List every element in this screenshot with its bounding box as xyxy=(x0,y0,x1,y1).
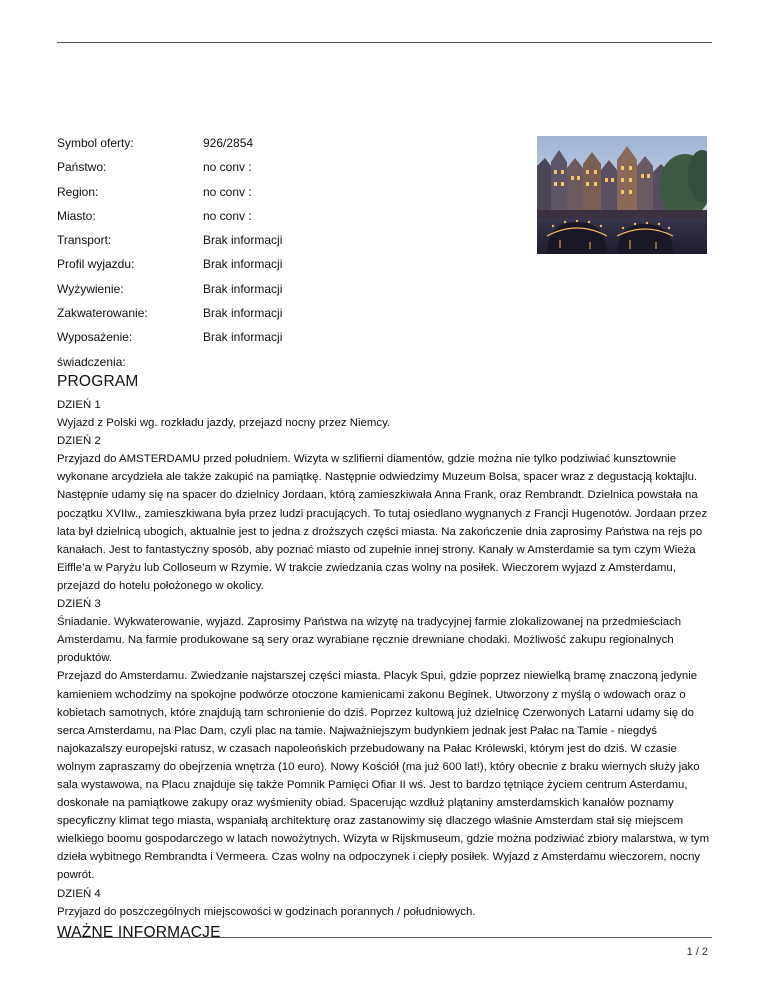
offer-row xyxy=(57,330,517,354)
offer-value: Brak informacji xyxy=(203,281,283,296)
offer-label: Wyposażenie: xyxy=(57,330,133,345)
offer-value: no conv : xyxy=(203,184,252,199)
offer-label: Symbol oferty: xyxy=(57,136,134,150)
offer-row xyxy=(57,160,517,184)
header-rule xyxy=(57,42,712,43)
offer-value: no conv : xyxy=(203,208,252,223)
offer-value: no conv : xyxy=(203,160,252,175)
offer-label: Miasto: xyxy=(57,208,96,223)
program-paragraph: DZIEŃ 4 xyxy=(57,887,101,900)
offer-row xyxy=(57,209,517,233)
offer-row xyxy=(57,306,517,330)
offer-value: Brak informacji xyxy=(203,330,283,345)
program-paragraph: Przyjazd do poszczególnych miejscowości w godzinach porannych / południowych. xyxy=(57,905,476,918)
offer-label: Wyżywienie: xyxy=(57,281,124,296)
offer-row xyxy=(57,185,517,209)
page-number: 1 / 2 xyxy=(686,946,708,958)
program-paragraph: Wyjazd z Polski wg. rozkładu jazdy, przejazd nocny przez Niemcy. xyxy=(57,417,391,430)
program-paragraph: Przejazd do Amsterdamu. Zwiedzanie najstarszej części miasta. Placyk Spui, gdzie poprzez niewielką bramę znaczoną jedynie kamieniem wchodzimy na spokojne podwórze otoczone kamienicami zakonu Beginek. Utworzony z myślą o wdowach oraz o kobietach samotnych, które znajdują tam schronienie do dziś. Poprzez kultową już dzielnicę Czerwonych Latarni udamy się do serca Amsterdamu, na Plac Dam, czyli plac na tamie. Najważniejszym budynkiem jednak jest Pałac na Tamie - niegdyś najokazalszy europejski ratusz, w czasach napoleońskich przebudowany na Pałac Królewski, którym jest do dziś. W czasie wolnym zapraszamy do obejrzenia wnętrza (10 euro). Nowy Kościół (ma już 600 lat!), który obecnie z braku wiernych służy jako sala wystawowa, na Placu znajduje się także Pomnik Pamięci Ofiar II wś. Jest to bardzo tętniące życiem centrum Asterdamu, doskonałe na pamiątkowe zakupy oraz wyśmienity obiad. Spacerując wzdłuż plątaniny amsterdamskich kanałów poznamy specyficzny klimat tego miasta, wspaniałą architekturę oraz zastanowimy się dlaczego właśnie Amsterdam stał się miejscem wielkiego boomu gospodarczego w latach nowożytnych. Wizyta w Rijskmuseum, gdzie można podziwiać zbiory malarstwa, w tym dzieła wybitnego Rembrandta i Vermeera. Czas wolny na odpoczynek i ciepły posiłek. Wyjazd z Amsterdamu wieczorem, nocny powrót. xyxy=(57,670,710,882)
program-paragraph: Śniadanie. Wykwaterowanie, wyjazd. Zaprosimy Państwa na wizytę na tradycyjnej farmie zlokalizowanej na przedmieściach Amsterdamu. Na farmie produkowane są sery oraz wyrabiane ręcznie drewniane chodaki. Możliwość zakupu regionalnych produktów. xyxy=(57,616,682,665)
offer-label: Państwo: xyxy=(57,160,107,175)
offer-label: Profil wyjazdu: xyxy=(57,257,135,272)
offer-value: Brak informacji xyxy=(203,233,283,248)
offer-value: Brak informacji xyxy=(203,257,283,272)
program-heading: PROGRAM xyxy=(57,373,139,390)
offer-details-table xyxy=(57,136,517,379)
offer-label: Transport: xyxy=(57,233,112,248)
program-paragraph: DZIEŃ 2 xyxy=(57,435,101,448)
program-content xyxy=(57,373,717,947)
offer-row xyxy=(57,257,517,281)
offer-label: Region: xyxy=(57,184,99,199)
offer-label: świadczenia: xyxy=(57,354,126,369)
program-paragraph: DZIEŃ 1 xyxy=(57,399,101,411)
program-paragraph: Przyjazd do AMSTERDAMU przed południem. Wizyta w szlifierni diamentów, gdzie można nie tylko podziwiać kunsztownie wykonane arcydzieła ale także zakupić na pamiątkę. Następnie odwiedzimy Muzeum Bolsa, spacer wraz z degustacją koktajlu. Następnie udamy się na spacer do dzielnicy Jordaan, którą zamieszkiwała Anna Frank, oraz Rembrandt. Dzielnica powstała na początku XVIIw., zamieszkiwana była przez ludzi pracujących. To tutaj osiedlano wygnanych z Francji Hugenotów. Jordaan przez lata był dzielnicą ubogich, aktualnie jest to jedna z droższych części miasta. Na zakończenie dnia zaprosimy Państwa na rejs po kanałach. Jest to fantastyczny sposób, aby poznać miasto od zupełnie innej strony. Kanały w Amsterdamie sa tym czym Wieża Eiffle’a w Paryżu lub Colloseum w Rzymie. W trakcie zwiedzania czas wolny na posiłek. Wieczorem wyjazd z Amsterdamu, przejazd do hotelu położonego w okolicy. xyxy=(57,453,708,592)
offer-value: 926/2854 xyxy=(203,136,254,150)
offer-value: Brak informacji xyxy=(203,306,283,321)
program-paragraph: DZIEŃ 3 xyxy=(57,598,101,611)
footer-rule xyxy=(57,937,712,938)
offer-row xyxy=(57,136,517,160)
amsterdam-canal-photo xyxy=(537,136,707,254)
offer-label: Zakwaterowanie: xyxy=(57,306,148,321)
offer-row xyxy=(57,282,517,306)
offer-row xyxy=(57,233,517,257)
important-info-heading: WAŻNE INFORMACJE xyxy=(57,923,221,941)
